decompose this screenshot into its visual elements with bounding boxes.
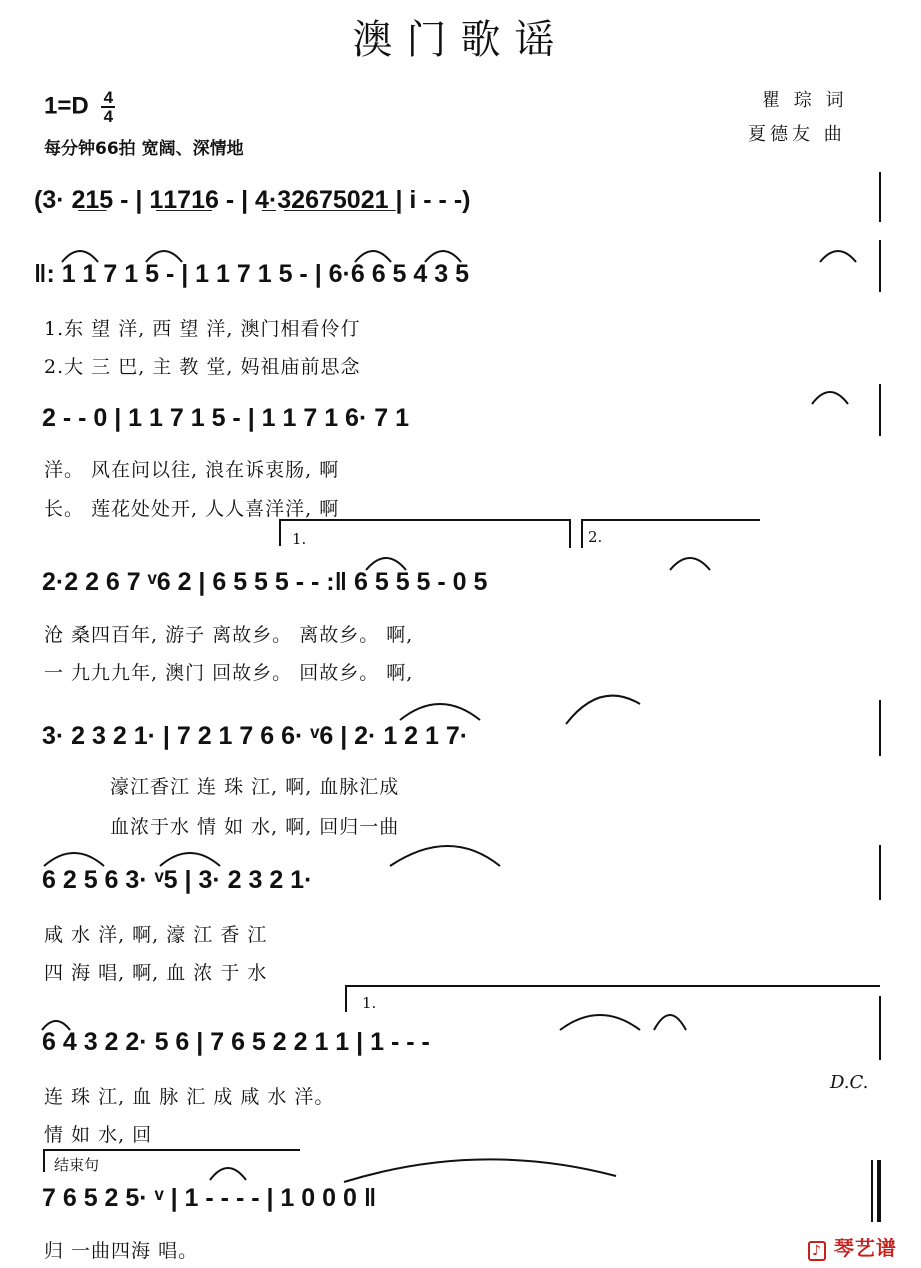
volta-1-label: 1.	[292, 530, 307, 548]
watermark-icon: ♪	[808, 1241, 826, 1261]
slur	[146, 251, 182, 262]
slur	[820, 251, 856, 262]
slur	[400, 704, 480, 720]
staff-row-6-notes: 6 2 5 6 3· ᵛ5 | 3· 2 3 2 1·	[42, 866, 313, 894]
watermark-logo	[808, 1232, 897, 1261]
staff-row-7-notes: 6 4 3 2 2· 5 6 | 7 6 5 2 2 1 1 | 1 - - -	[42, 1028, 430, 1056]
slur	[654, 1015, 686, 1030]
staff-row-2-notes: ‖: 1 1 7 1 5 - | 1 1 7 1 5 - | 6·6 6 5 4 3 5	[34, 260, 470, 288]
slur	[44, 853, 104, 866]
staff-row-3-notes: 2 - - 0 | 1 1 7 1 5 - | 1 1 7 1 6· 7 1	[42, 404, 409, 432]
slur	[670, 558, 710, 570]
song-title: 澳门歌谣	[352, 17, 569, 63]
slur	[355, 251, 391, 262]
lyric-row-6-verse-1: 咸 水 洋, 啊, 濠 江 香 江	[44, 924, 268, 946]
watermark-text: 琴艺谱	[833, 1236, 897, 1260]
staff-row-8-notes: 7 6 5 2 5· ᵛ | 1 - - - - | 1 0 0 0 ‖	[42, 1184, 377, 1212]
volta-2-bracket	[582, 520, 760, 548]
lyric-row-4-verse-1: 沧 桑四百年, 游子 离故乡。 离故乡。 啊,	[44, 624, 414, 646]
dc-marking: D.C.	[830, 1072, 869, 1093]
slur	[42, 1021, 70, 1030]
volta-1-bracket-second	[346, 986, 880, 1012]
ending-label: 结束句	[54, 1156, 100, 1174]
slur	[560, 1015, 640, 1030]
volta-2-label: 2.	[588, 528, 603, 546]
key-text: 1=D	[44, 92, 89, 120]
slur	[210, 1168, 246, 1180]
time-sig-top: 4	[103, 88, 114, 107]
slur	[812, 392, 848, 404]
lyric-row-4-verse-2: 一 九九九年, 澳门 回故乡。 回故乡。 啊,	[44, 662, 414, 684]
tie-arc	[344, 1159, 616, 1182]
lyric-row-8-verse-1: 归 一曲四海 唱。	[44, 1240, 199, 1262]
lyric-row-7-verse-1: 连 珠 江, 血 脉 汇 成 咸 水 洋。	[44, 1086, 335, 1108]
lyric-row-7-verse-2: 情 如 水, 回	[44, 1124, 153, 1146]
slur	[425, 251, 461, 262]
volta-1-label-second: 1.	[362, 994, 377, 1012]
lyric-row-6-verse-2: 四 海 唱, 啊, 血 浓 于 水	[44, 962, 268, 984]
tempo-marking: 每分钟66拍 宽阔、深情地	[44, 139, 244, 159]
slur	[160, 853, 220, 866]
staff-row-5-notes: 3· 2 3 2 1· | 7 2 1 7 6 6· ᵛ6 | 2· 1 2 1 7·	[42, 722, 469, 750]
lyric-row-2-verse-2: 2.大 三 巴, 主 教 堂, 妈祖庙前思念	[44, 356, 361, 378]
staff-row-4-notes: 2·2 2 6 7 ᵛ6 2 | 6 5 5 5 - - :‖ 6 5 5 5 - 0 5	[42, 568, 488, 596]
lyric-row-2-verse-1: 1.东 望 洋, 西 望 洋, 澳门相看伶仃	[44, 318, 361, 340]
lyric-row-5-verse-1: 濠江香江 连 珠 江, 啊, 血脉汇成	[110, 776, 400, 798]
lyric-row-3-verse-2: 长。 莲花处处开, 人人喜洋洋, 啊	[44, 498, 340, 520]
staff-row-1-notes: (3· 2̲1̲5 - | 1̲1̲7̲1̲6 - | 4̲·3̲2̲6̲7̲5̲0̲2̲1̲ | i - - -)	[34, 186, 471, 214]
slur	[390, 846, 500, 866]
time-sig-bottom: 4	[103, 107, 114, 126]
ending-bracket	[44, 1150, 300, 1172]
composer-credit: 夏德友 曲	[748, 124, 846, 145]
slur	[62, 251, 98, 262]
lyric-row-3-verse-1: 洋。 风在问以往, 浪在诉衷肠, 啊	[44, 459, 340, 481]
volta-1-bracket	[280, 520, 570, 548]
lyricist-credit: 瞿 琮 词	[762, 90, 848, 111]
lyric-row-5-verse-2: 血浓于水 情 如 水, 啊, 回归一曲	[110, 816, 400, 838]
slur	[566, 696, 640, 724]
slur	[366, 558, 406, 570]
